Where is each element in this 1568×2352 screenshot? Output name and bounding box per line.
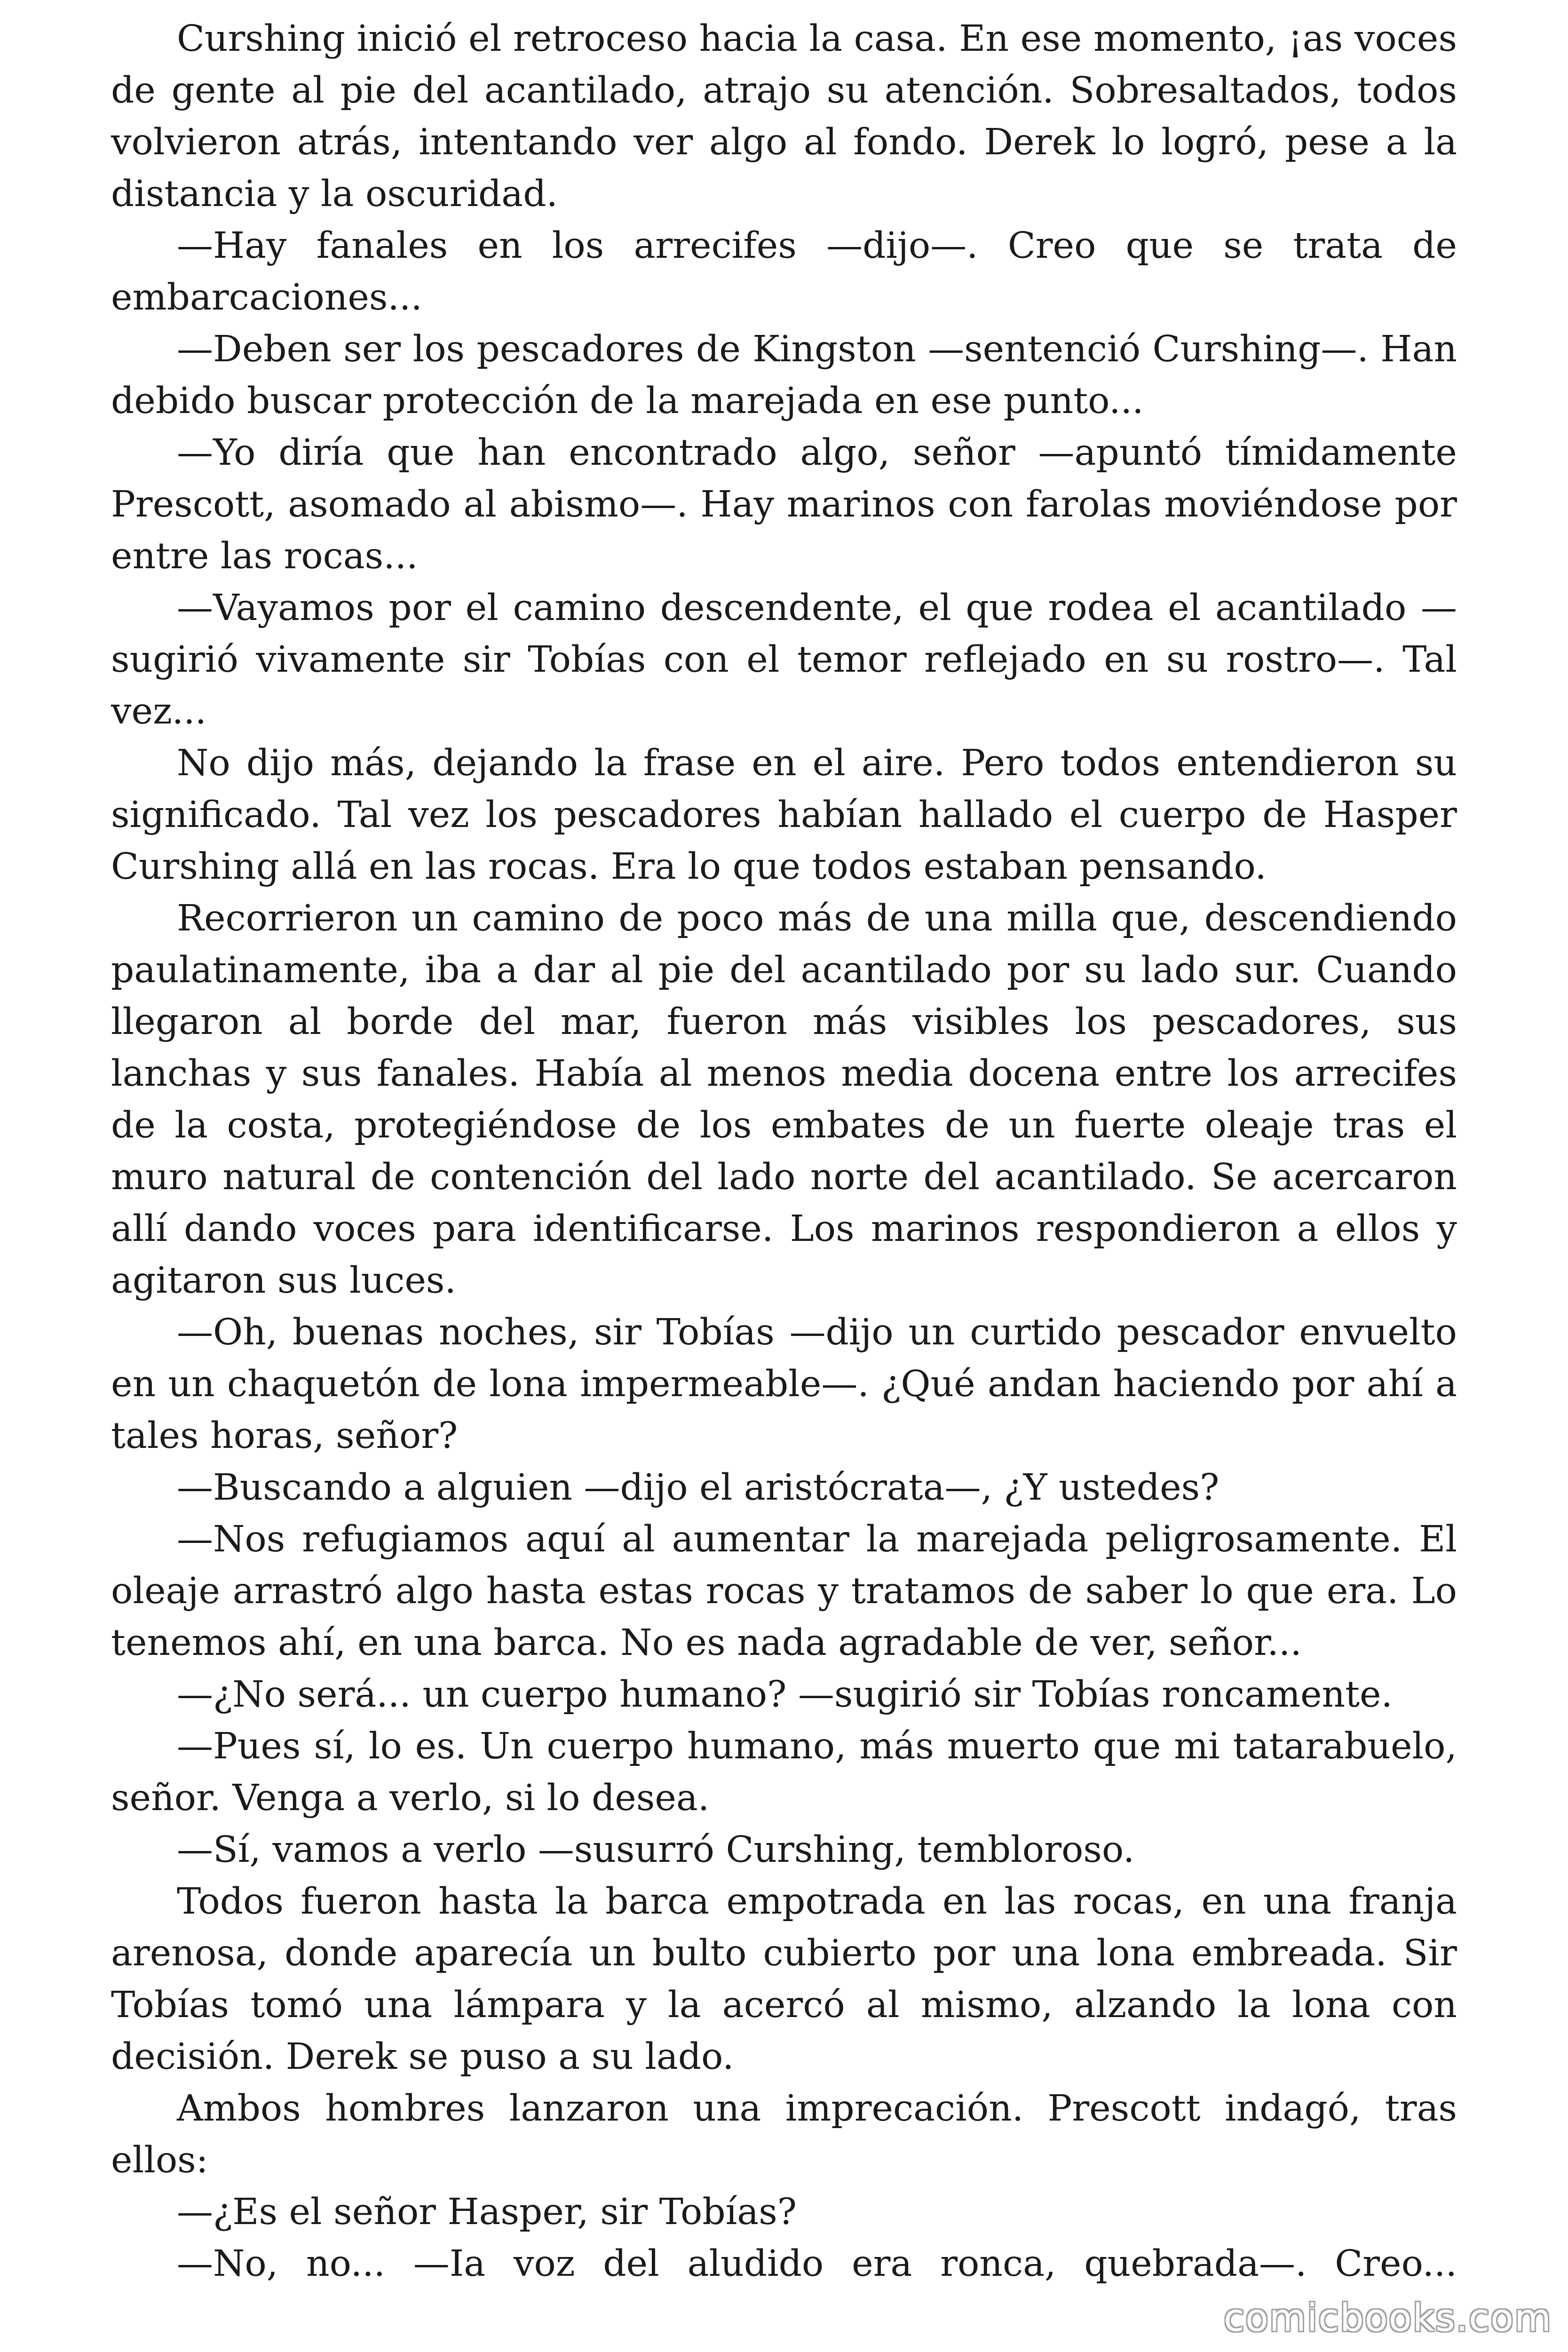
paragraph: —Sí, vamos a verlo —susurró Curshing, tembloroso. — [177, 1829, 1135, 1871]
paragraph: —Nos refugiamos aquí al aumentar la marejada peligrosamente. El oleaje arrastró algo hasta estas rocas y tratamos de saber lo que era. Lo tenemos ahí, en una barca. No es nada agradable de ver, señor... — [111, 1518, 1457, 1664]
paragraph: No dijo más, dejando la frase en el aire. Pero todos entendieron su significado. Tal vez los pescadores habían hallado el cuerpo de Hasper Curshing allá en las rocas. Era lo que todos estaban pensando. — [111, 742, 1457, 888]
paragraph: Todos fueron hasta la barca empotrada en las rocas, en una franja arenosa, donde aparecía un bulto cubierto por una lona embreada. Sir Tobías tomó una lámpara y la acercó al mismo, alzando la lona con decisión. Derek se puso a su lado. — [111, 1881, 1457, 2078]
paragraph: —Vayamos por el camino descendente, el que rodea el acantilado —sugirió vivamente sir Tobías con el temor reflejado en su rostro—. Tal vez... — [111, 587, 1457, 732]
paragraph: —Deben ser los pescadores de Kingston —sentenció Curshing—. Han debido buscar protección de la marejada en ese punto... — [111, 328, 1457, 422]
paragraph: —Yo diría que han encontrado algo, señor —apuntó tímidamente Prescott, asomado al abismo—. Hay marinos con farolas moviéndose por entre las rocas... — [111, 432, 1457, 577]
paragraph: Recorrieron un camino de poco más de una milla que, descendiendo paulatinamente, iba a dar al pie del acantilado por su lado sur. Cuando llegaron al borde del mar, fueron más visibles los pescadores, sus lanchas y sus fanales. Había al menos media docena entre los arrecifes de la costa, protegiéndose de los embates de un fuerte oleaje tras el muro natural de contención del lado norte del acantilado. Se acercaron allí dando voces para identificarse. Los marinos respondieron a ellos y agitaron sus luces. — [111, 898, 1457, 1302]
paragraph: Ambos hombres lanzaron una imprecación. Prescott indagó, tras ellos: — [111, 2088, 1457, 2181]
watermark-logo: comicbooks.com — [1223, 2296, 1552, 2340]
paragraph: —Oh, buenas noches, sir Tobías —dijo un curtido pescador envuelto en un chaquetón de lona impermeable—. ¿Qué andan haciendo por ahí a tales horas, señor? — [111, 1311, 1457, 1457]
paragraph: —¿Es el señor Hasper, sir Tobías? — [177, 2191, 797, 2233]
paragraph: —Hay fanales en los arrecifes —dijo—. Creo que se trata de embarcaciones... — [111, 225, 1457, 318]
paragraph: —Buscando a alguien —dijo el aristócrata—, ¿Y ustedes? — [177, 1467, 1220, 1509]
book-page — [111, 13, 1457, 2290]
paragraph: —No, no... —Ia voz del aludido era ronca, quebrada—. Creo... — [177, 2243, 1457, 2285]
paragraph: —Pues sí, lo es. Un cuerpo humano, más muerto que mi tatarabuelo, señor. Venga a verlo, si lo desea. — [111, 1725, 1457, 1819]
paragraph: Curshing inició el retroceso hacia la casa. En ese momento, ¡as voces de gente al pie del acantilado, atrajo su atención. Sobresaltados, todos volvieron atrás, intentando ver algo al fondo. Derek lo logró, pese a la distancia y la oscuridad. — [111, 18, 1457, 215]
paragraph: —¿No será... un cuerpo humano? —sugirió sir Tobías roncamente. — [177, 1674, 1393, 1716]
